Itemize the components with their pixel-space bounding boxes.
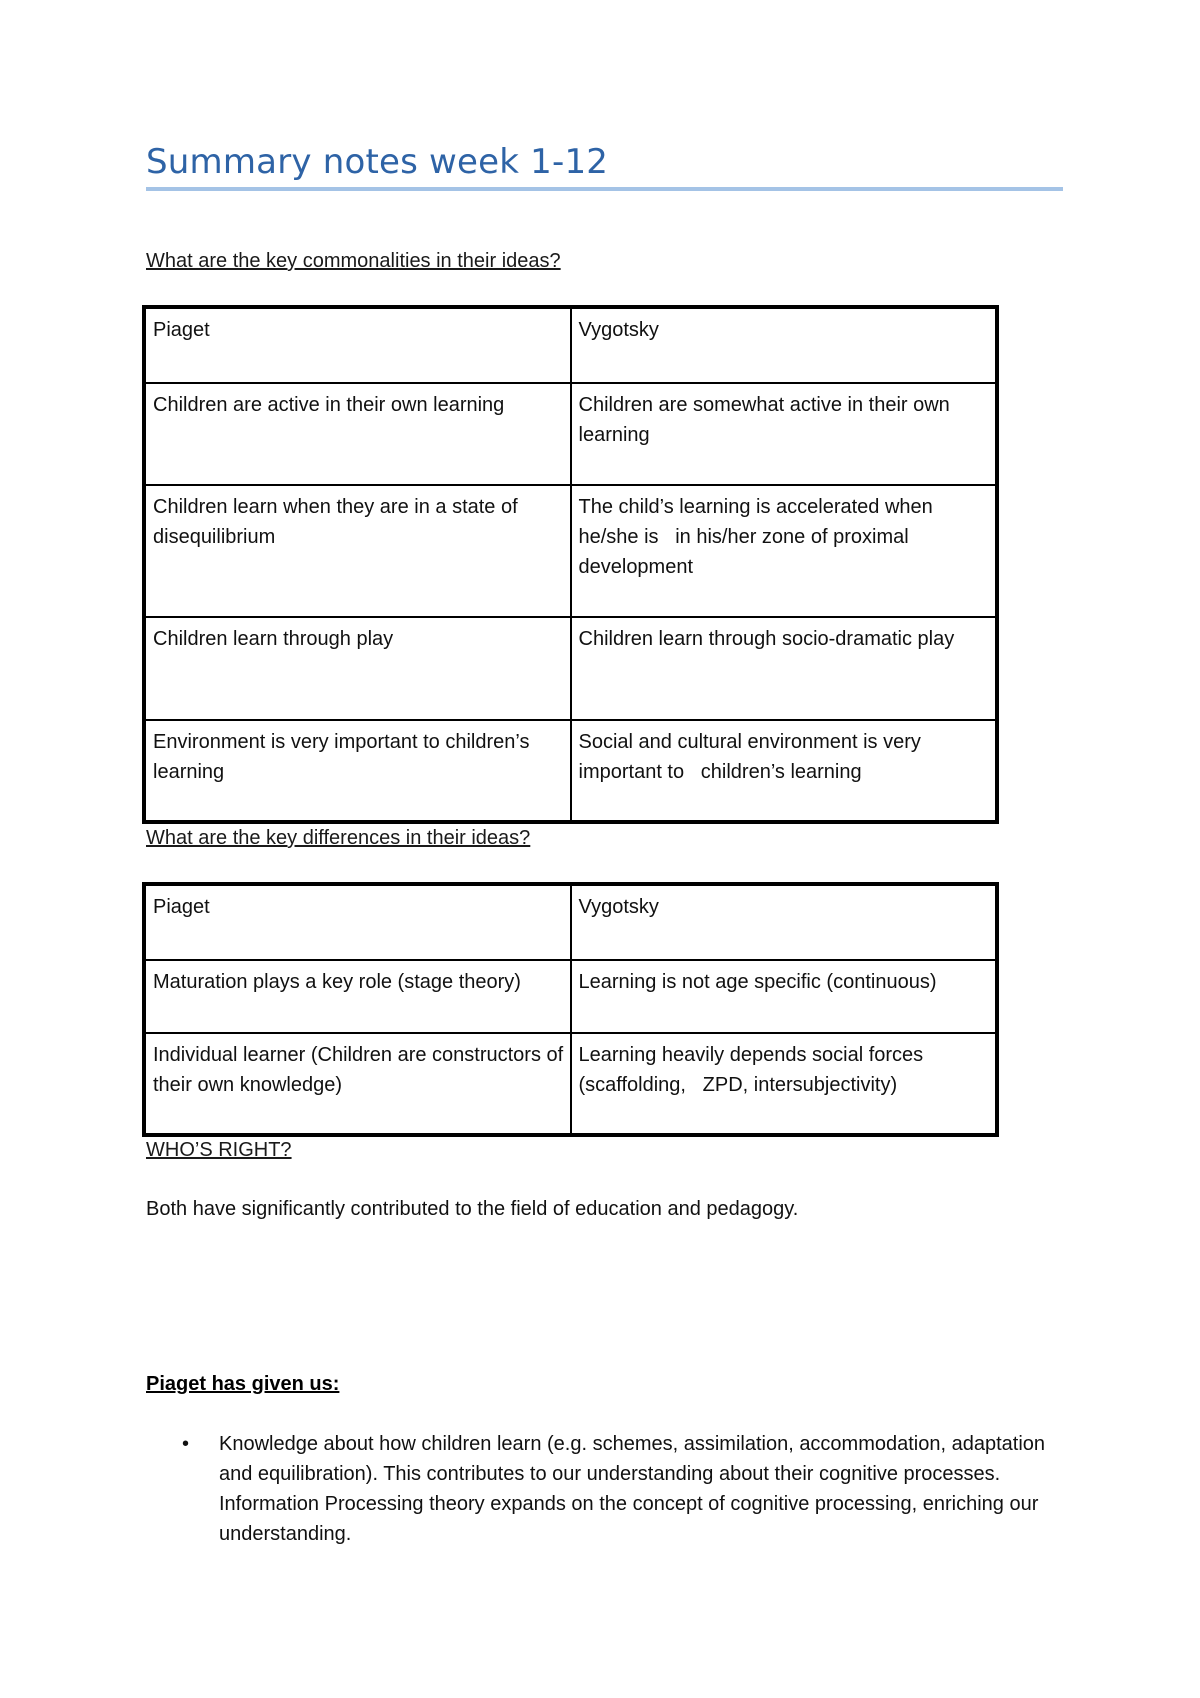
table-cell: Children are somewhat active in their own learning — [571, 383, 998, 485]
list-item-text: Knowledge about how children learn (e.g. schemes, assimilation, accommodation, adaptation and equilibration). This contributes to our understanding about their cognitive processes. Information Processing theory expands on the concept of cognitive processing, enriching our understanding. — [219, 1433, 1046, 1545]
table-cell: Children learn through play — [144, 617, 571, 720]
table-row — [144, 383, 997, 485]
table-header-row — [144, 307, 997, 383]
table-header-piaget: Piaget — [144, 884, 571, 960]
whos-right-question: WHO’S RIGHT? — [146, 1139, 292, 1161]
commonalities-question: What are the key commonalities in their ideas? — [146, 250, 561, 272]
table-cell: Learning is not age specific (continuous) — [571, 960, 998, 1033]
table-cell: Maturation plays a key role (stage theory) — [144, 960, 571, 1033]
table-cell: Children are active in their own learning — [144, 383, 571, 485]
table-header-piaget: Piaget — [144, 307, 571, 383]
piaget-given-heading: Piaget has given us: — [146, 1373, 340, 1395]
table-cell: The child’s learning is accelerated when he/she is in his/her zone of proximal development — [571, 485, 998, 617]
table-row — [144, 617, 997, 720]
list-item — [146, 1429, 1046, 1549]
differences-table — [142, 882, 999, 1137]
whos-right-answer: Both have significantly contributed to the field of education and pedagogy. — [146, 1198, 799, 1220]
table-header-row — [144, 884, 997, 960]
table-row — [144, 1033, 997, 1135]
table-row — [144, 485, 997, 617]
table-row — [144, 960, 997, 1033]
page-title: Summary notes week 1-12 — [146, 142, 609, 182]
table-cell: Children learn when they are in a state of disequilibrium — [144, 485, 571, 617]
table-cell: Social and cultural environment is very important to children’s learning — [571, 720, 998, 822]
table-cell: Learning heavily depends social forces (scaffolding, ZPD, intersubjectivity) — [571, 1033, 998, 1135]
table-cell: Environment is very important to children’s learning — [144, 720, 571, 822]
table-row — [144, 720, 997, 822]
title-underline-rule — [146, 187, 1063, 191]
table-header-vygotsky: Vygotsky — [571, 884, 998, 960]
commonalities-table — [142, 305, 999, 824]
bullet-icon: • — [182, 1433, 190, 1455]
table-cell: Children learn through socio-dramatic play — [571, 617, 998, 720]
differences-question: What are the key differences in their ideas? — [146, 827, 531, 849]
table-cell: Individual learner (Children are constructors of their own knowledge) — [144, 1033, 571, 1135]
table-header-vygotsky: Vygotsky — [571, 307, 998, 383]
